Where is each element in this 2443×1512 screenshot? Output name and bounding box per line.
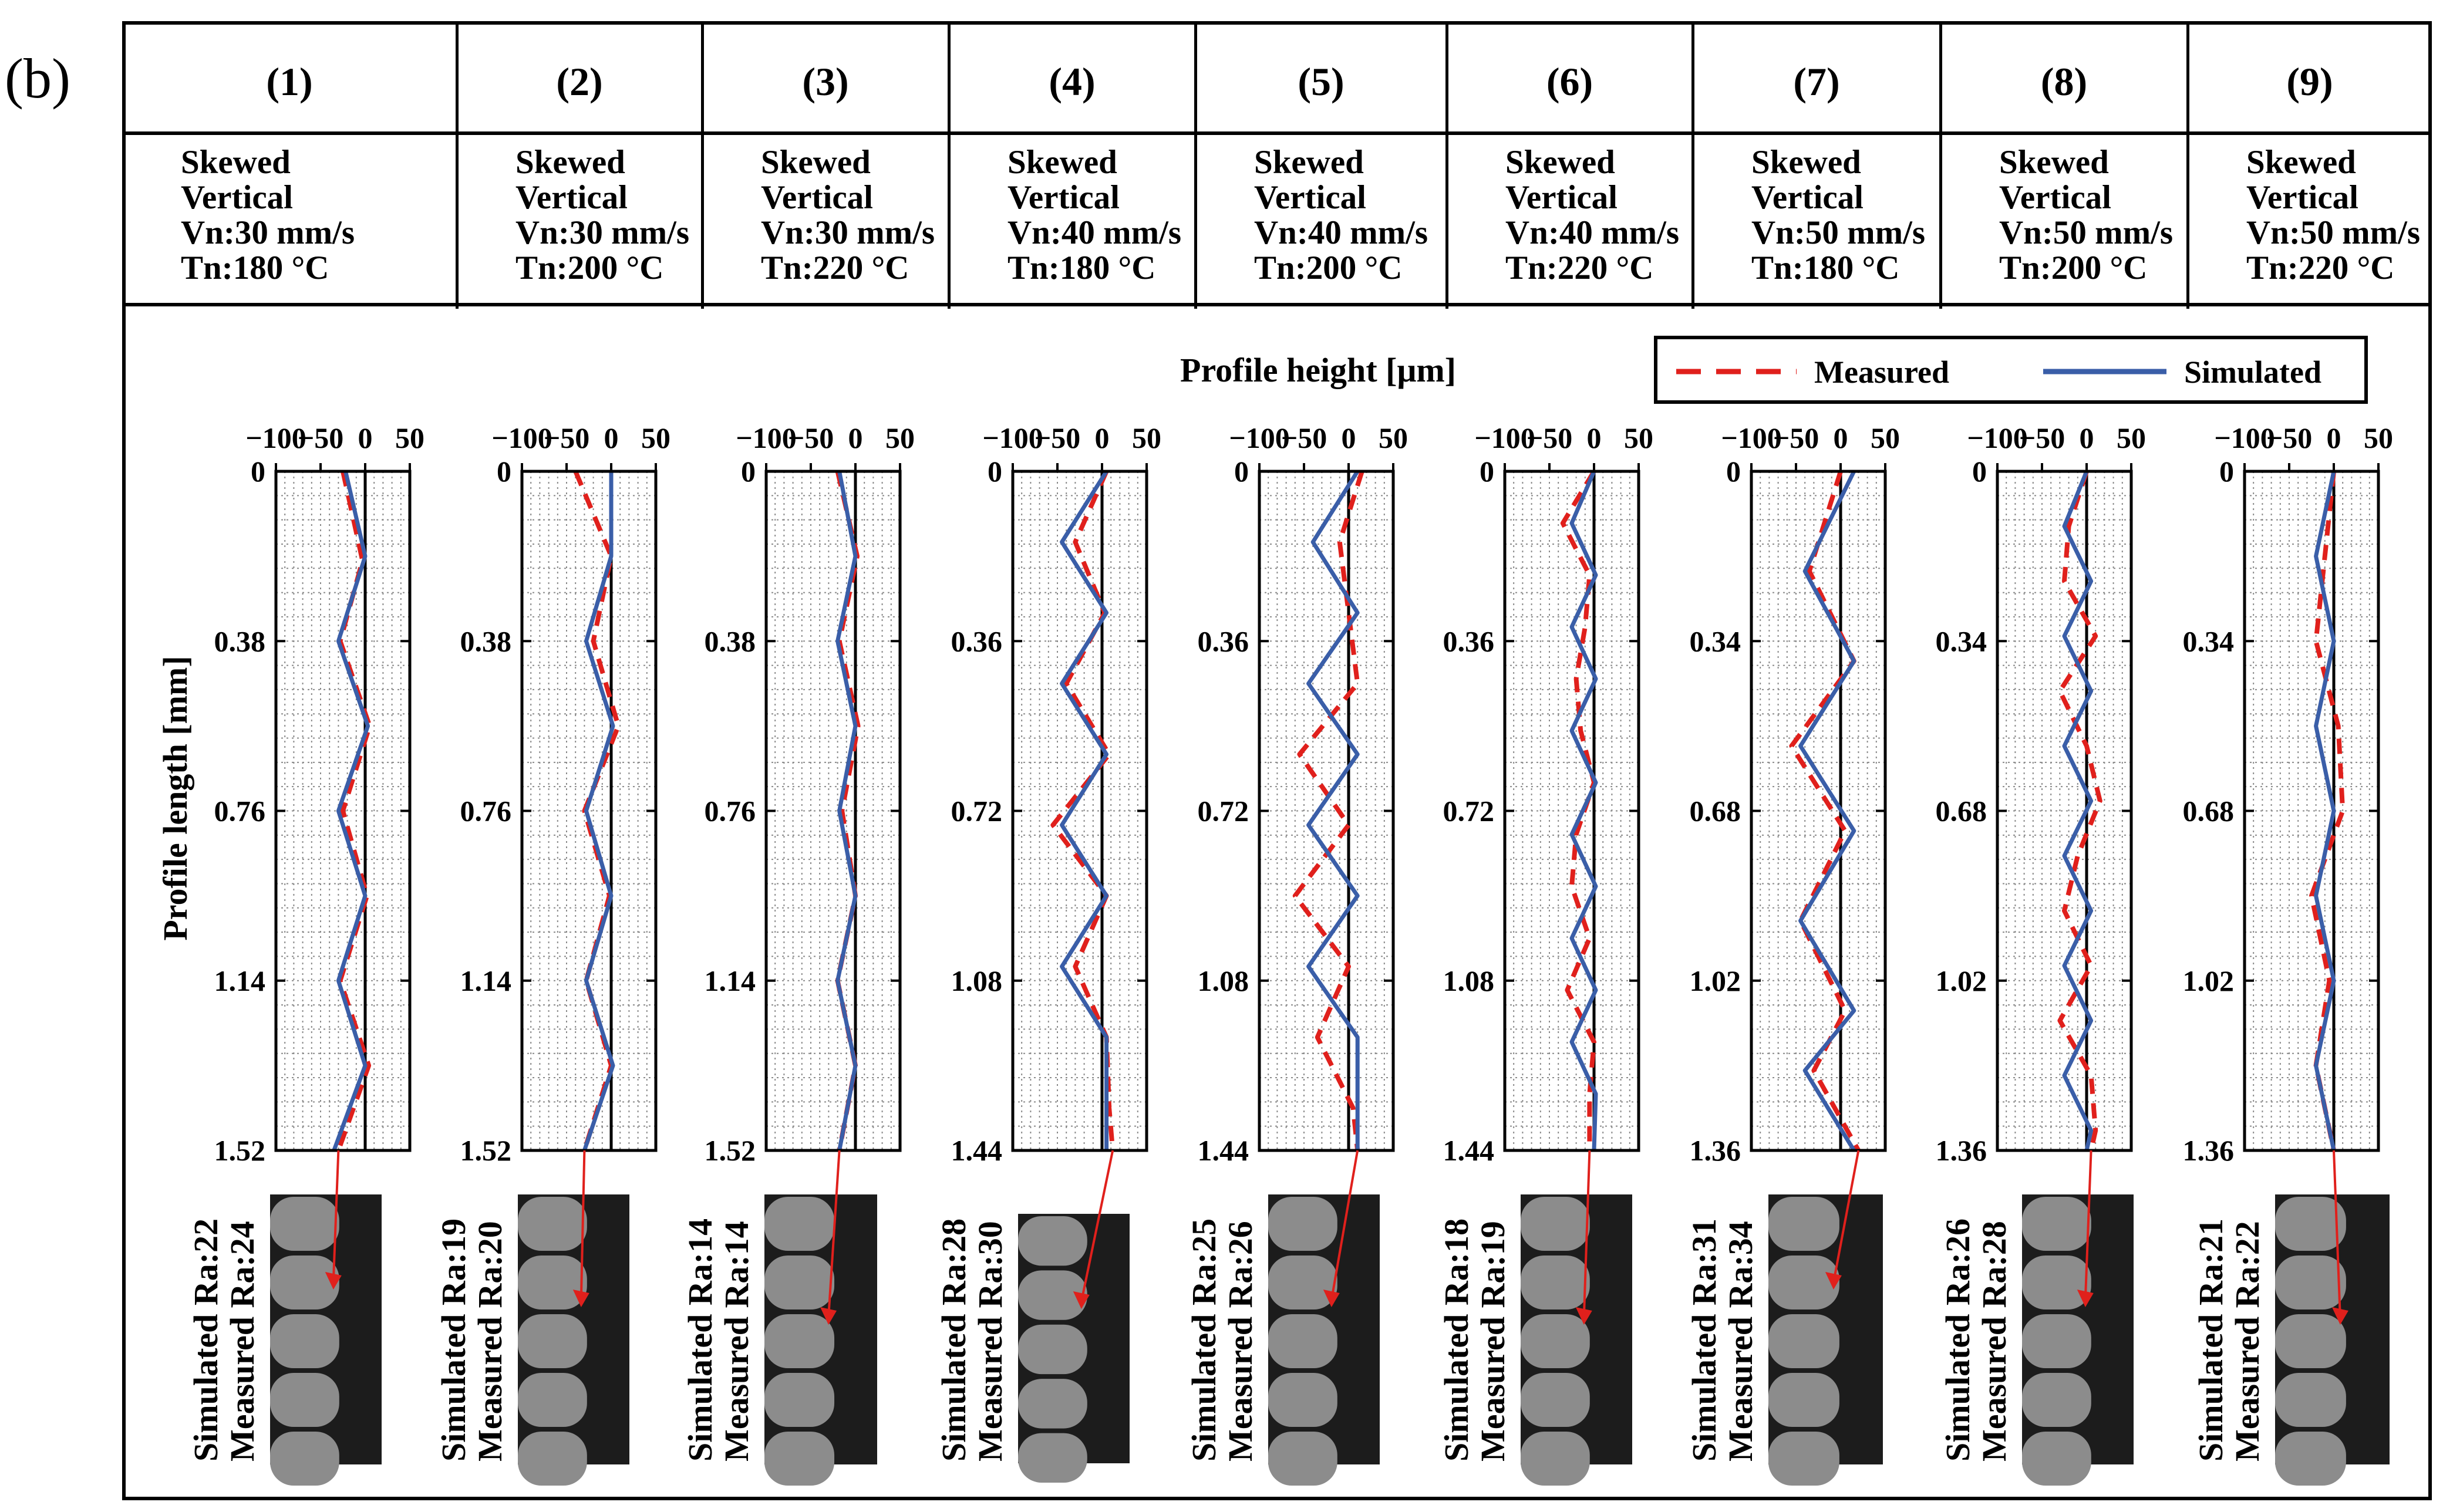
bead-shape	[764, 1197, 834, 1251]
y-tick-label: 1.14	[214, 964, 265, 997]
y-tick-label: 1.44	[1197, 1134, 1249, 1167]
y-tick-label: 0	[988, 455, 1002, 488]
legend-measured-label: Measured	[1814, 355, 1949, 390]
condition-line: Vn:50 mm/s	[1751, 214, 1926, 251]
x-tick-label: 50	[1624, 421, 1653, 454]
bead-shape	[2275, 1314, 2346, 1368]
y-tick-label: 0	[1726, 455, 1741, 488]
column-number: (4)	[1049, 59, 1096, 104]
condition-line: Vertical	[1254, 179, 1366, 216]
y-tick-label: 0.72	[1443, 794, 1494, 828]
figure-sublabel: (b)	[5, 47, 70, 110]
y-tick-label: 1.52	[704, 1134, 756, 1167]
measured-ra-label: Measured Ra:28	[1975, 1221, 2013, 1462]
condition-line: Vertical	[1007, 179, 1120, 216]
condition-line: Skewed	[1751, 144, 1861, 181]
x-tick-label: 0	[1094, 421, 1110, 454]
y-tick-label: 0.36	[951, 625, 1002, 658]
x-tick-label: 50	[641, 421, 670, 454]
condition-line: Skewed	[761, 144, 871, 181]
bead-shape	[1521, 1432, 1590, 1486]
condition-line: Vertical	[1751, 179, 1864, 216]
x-tick-label: −50	[297, 421, 344, 454]
y-tick-label: 1.14	[460, 964, 511, 997]
y-tick-label: 0.36	[1197, 625, 1249, 658]
bead-shape	[518, 1197, 587, 1251]
y-tick-label: 1.02	[2182, 964, 2234, 997]
bead-shape	[764, 1314, 834, 1368]
bead-shape	[1018, 1216, 1087, 1265]
bead-shape	[270, 1197, 339, 1251]
plot-background	[522, 471, 656, 1150]
simulated-ra-label: Simulated Ra:25	[1185, 1218, 1223, 1462]
y-tick-label: 0	[251, 455, 265, 488]
condition-line: Tn:220 °C	[2246, 249, 2395, 286]
x-tick-label: 0	[2326, 421, 2341, 454]
y-tick-label: 0	[741, 455, 756, 488]
bead-shape	[2275, 1432, 2346, 1486]
condition-line: Tn:180 °C	[1007, 249, 1156, 286]
simulated-ra-label: Simulated Ra:21	[2192, 1218, 2230, 1462]
bead-shape	[1018, 1325, 1087, 1374]
measured-ra-label: Measured Ra:34	[1721, 1221, 1760, 1462]
condition-line: Vertical	[1999, 179, 2111, 216]
x-tick-label: −100	[736, 421, 797, 454]
x-tick-label: 50	[395, 421, 424, 454]
column-number: (1)	[266, 59, 313, 104]
y-tick-label: 1.36	[1689, 1134, 1741, 1167]
condition-line: Tn:220 °C	[761, 249, 909, 286]
y-tick-label: 1.44	[1443, 1134, 1494, 1167]
bead-shape	[1268, 1432, 1337, 1486]
ra-label	[682, 1219, 755, 1462]
bead-shape	[2022, 1197, 2091, 1251]
y-tick-label: 0.68	[1689, 794, 1741, 828]
simulated-ra-label: Simulated Ra:18	[1437, 1218, 1475, 1462]
x-tick-label: −100	[982, 421, 1043, 454]
column-number: (6)	[1546, 59, 1593, 104]
plot-background	[1751, 471, 1885, 1150]
ra-label	[2193, 1219, 2266, 1462]
x-tick-label: −100	[245, 421, 306, 454]
ra-label	[1438, 1219, 1511, 1462]
condition-line: Vn:30 mm/s	[761, 214, 935, 251]
y-tick-label: 1.44	[951, 1134, 1002, 1167]
simulated-ra-label: Simulated Ra:14	[681, 1218, 719, 1462]
x-tick-label: −50	[2019, 421, 2065, 454]
micrograph-image	[764, 1150, 877, 1486]
condition-line: Vn:50 mm/s	[2246, 214, 2421, 251]
y-tick-label: 0.36	[1443, 625, 1494, 658]
simulated-ra-label: Simulated Ra:26	[1939, 1218, 1977, 1462]
y-tick-label: 0	[1234, 455, 1249, 488]
bead-shape	[518, 1373, 587, 1427]
bead-shape	[1768, 1432, 1839, 1486]
bead-shape	[1268, 1197, 1337, 1251]
micrograph-image	[1521, 1150, 1632, 1486]
y-tick-label: 1.36	[2182, 1134, 2234, 1167]
measured-ra-label: Measured Ra:20	[471, 1221, 509, 1462]
condition-line: Skewed	[515, 144, 625, 181]
condition-line: Tn:180 °C	[1751, 249, 1900, 286]
column-number: (3)	[802, 59, 849, 104]
column-number: (2)	[556, 59, 603, 104]
bead-shape	[764, 1373, 834, 1427]
condition-line: Vertical	[515, 179, 628, 216]
bead-shape	[1521, 1256, 1590, 1310]
micrograph-image	[1768, 1150, 1883, 1486]
bead-shape	[2022, 1314, 2091, 1368]
x-tick-label: −50	[1526, 421, 1573, 454]
y-tick-label: 0.34	[1689, 625, 1741, 658]
y-tick-label: 0.38	[704, 625, 756, 658]
y-tick-label: 1.36	[1935, 1134, 1987, 1167]
x-tick-label: 50	[885, 421, 915, 454]
x-tick-label: −50	[2266, 421, 2313, 454]
y-tick-label: 1.52	[214, 1134, 265, 1167]
column-number: (8)	[2040, 59, 2088, 104]
condition-line: Skewed	[1999, 144, 2109, 181]
x-axis-title: Profile height [μm]	[1180, 351, 1456, 389]
x-tick-label: −100	[1721, 421, 1782, 454]
ra-label	[436, 1219, 508, 1462]
x-tick-label: 50	[1379, 421, 1408, 454]
y-tick-label: 0.38	[460, 625, 511, 658]
x-tick-label: −100	[1967, 421, 2028, 454]
bead-shape	[1521, 1314, 1590, 1368]
bead-shape	[270, 1373, 339, 1427]
measured-ra-label: Measured Ra:30	[971, 1221, 1009, 1462]
y-tick-label: 0.76	[704, 794, 756, 828]
x-tick-label: 50	[1871, 421, 1900, 454]
ra-label	[188, 1219, 261, 1462]
bead-shape	[2022, 1373, 2091, 1427]
simulated-ra-label: Simulated Ra:22	[187, 1218, 225, 1462]
x-tick-label: −100	[1474, 421, 1535, 454]
bead-shape	[2275, 1256, 2346, 1310]
y-tick-label: 0.76	[460, 794, 511, 828]
bead-shape	[1768, 1256, 1839, 1310]
y-tick-label: 1.02	[1935, 964, 1987, 997]
bead-shape	[764, 1256, 834, 1310]
x-tick-label: −100	[1229, 421, 1290, 454]
condition-line: Vn:30 mm/s	[515, 214, 690, 251]
y-tick-label: 0.72	[1197, 794, 1249, 828]
micrograph-image	[2022, 1150, 2134, 1486]
condition-line: Vn:40 mm/s	[1505, 214, 1680, 251]
column-number: (7)	[1793, 59, 1840, 104]
condition-line: Tn:180 °C	[181, 249, 329, 286]
micrograph-image	[270, 1150, 382, 1486]
bead-shape	[518, 1314, 587, 1368]
ra-label	[936, 1219, 1009, 1462]
bead-shape	[1768, 1373, 1839, 1427]
y-tick-label: 0.34	[2182, 625, 2234, 658]
condition-line: Skewed	[2246, 144, 2356, 181]
x-tick-label: 0	[848, 421, 863, 454]
bead-shape	[1268, 1256, 1337, 1310]
condition-line: Tn:200 °C	[1999, 249, 2148, 286]
condition-line: Vertical	[181, 179, 293, 216]
x-tick-label: 0	[1586, 421, 1602, 454]
bead-shape	[2275, 1373, 2346, 1427]
bead-shape	[518, 1432, 587, 1486]
simulated-ra-label: Simulated Ra:28	[935, 1218, 973, 1462]
micrograph-image	[2275, 1150, 2390, 1486]
simulated-ra-label: Simulated Ra:19	[434, 1218, 473, 1462]
bead-shape	[1268, 1314, 1337, 1368]
column-number: (5)	[1298, 59, 1345, 104]
condition-line: Tn:200 °C	[515, 249, 664, 286]
x-tick-label: 50	[1132, 421, 1161, 454]
bead-shape	[518, 1256, 587, 1310]
ra-label	[1686, 1219, 1759, 1462]
plot-background	[1259, 471, 1393, 1150]
measured-ra-label: Measured Ra:22	[2228, 1221, 2266, 1462]
bead-shape	[270, 1314, 339, 1368]
measured-ra-label: Measured Ra:24	[223, 1221, 261, 1462]
plot-background	[2245, 471, 2378, 1150]
simulated-ra-label: Simulated Ra:31	[1685, 1218, 1723, 1462]
x-tick-label: 0	[1833, 421, 1848, 454]
ra-label	[1940, 1219, 2013, 1462]
column-number: (9)	[2286, 59, 2333, 104]
condition-line: Skewed	[1505, 144, 1615, 181]
x-tick-label: 50	[2364, 421, 2393, 454]
y-tick-label: 0.38	[214, 625, 265, 658]
y-tick-label: 1.14	[704, 964, 756, 997]
bead-shape	[1768, 1314, 1839, 1368]
condition-line: Vn:50 mm/s	[1999, 214, 2174, 251]
x-tick-label: −50	[1034, 421, 1081, 454]
bead-shape	[2022, 1432, 2091, 1486]
condition-line: Skewed	[1007, 144, 1117, 181]
y-tick-label: 0	[2219, 455, 2234, 488]
bead-shape	[1521, 1197, 1590, 1251]
y-tick-label: 0	[1480, 455, 1494, 488]
y-tick-label: 1.08	[951, 964, 1002, 997]
x-tick-label: −50	[543, 421, 590, 454]
condition-line: Vertical	[761, 179, 873, 216]
condition-line: Tn:200 °C	[1254, 249, 1403, 286]
x-tick-label: 0	[358, 421, 373, 454]
y-tick-label: 1.02	[1689, 964, 1741, 997]
y-tick-label: 0.68	[1935, 794, 1987, 828]
x-tick-label: −100	[2214, 421, 2275, 454]
bead-shape	[764, 1432, 834, 1486]
y-tick-label: 1.52	[460, 1134, 511, 1167]
plot-background	[1505, 471, 1639, 1150]
bead-shape	[1768, 1197, 1839, 1251]
condition-line: Vn:40 mm/s	[1007, 214, 1182, 251]
ra-label	[1186, 1219, 1259, 1462]
y-tick-label: 0.76	[214, 794, 265, 828]
x-tick-label: 0	[604, 421, 619, 454]
condition-line: Tn:220 °C	[1505, 249, 1654, 286]
x-tick-label: 50	[2117, 421, 2146, 454]
legend-simulated-label: Simulated	[2184, 355, 2322, 390]
bead-shape	[1268, 1373, 1337, 1427]
x-tick-label: −50	[1281, 421, 1327, 454]
micrograph-image	[518, 1150, 629, 1486]
condition-line: Skewed	[1254, 144, 1364, 181]
measured-ra-label: Measured Ra:26	[1221, 1221, 1259, 1462]
measured-ra-label: Measured Ra:19	[1474, 1221, 1512, 1462]
y-tick-label: 1.08	[1443, 964, 1494, 997]
bead-shape	[270, 1256, 339, 1310]
condition-line: Vertical	[2246, 179, 2358, 216]
micrograph-image	[1268, 1150, 1380, 1486]
bead-shape	[1521, 1373, 1590, 1427]
y-tick-label: 1.08	[1197, 964, 1249, 997]
x-tick-label: 0	[1341, 421, 1356, 454]
y-tick-label: 0	[497, 455, 511, 488]
y-tick-label: 0	[1972, 455, 1987, 488]
y-tick-label: 0.34	[1935, 625, 1987, 658]
x-tick-label: −50	[787, 421, 834, 454]
condition-line: Vn:40 mm/s	[1254, 214, 1428, 251]
x-tick-label: 0	[2079, 421, 2094, 454]
x-tick-label: −100	[491, 421, 552, 454]
y-axis-title: Profile length [mm]	[156, 656, 194, 941]
measured-ra-label: Measured Ra:14	[717, 1221, 756, 1462]
micrograph-image	[1018, 1150, 1130, 1483]
y-tick-label: 0.72	[951, 794, 1002, 828]
x-tick-label: −50	[1773, 421, 1819, 454]
y-tick-label: 0.68	[2182, 794, 2234, 828]
bead-shape	[1018, 1379, 1087, 1428]
condition-line: Vertical	[1505, 179, 1618, 216]
plot-background	[766, 471, 900, 1150]
condition-line: Vn:30 mm/s	[181, 214, 355, 251]
bead-shape	[270, 1432, 339, 1486]
bead-shape	[1018, 1433, 1087, 1483]
condition-line: Skewed	[181, 144, 291, 181]
bead-shape	[2022, 1256, 2091, 1310]
